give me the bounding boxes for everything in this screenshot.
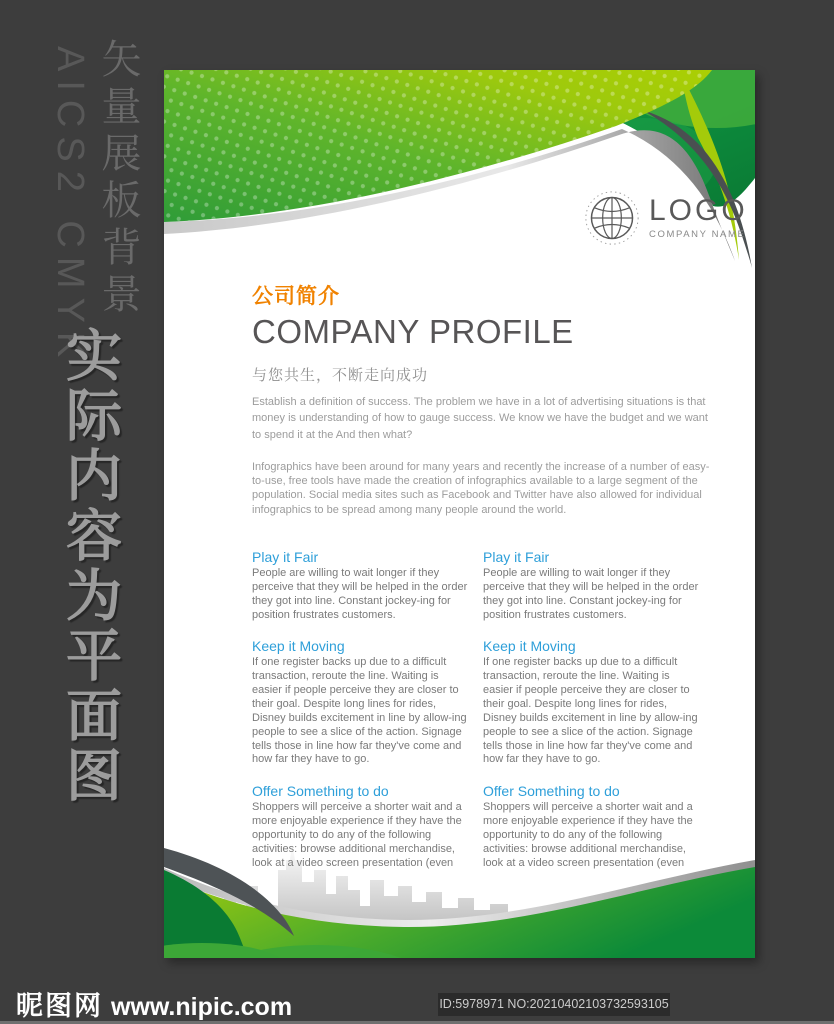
section-heading: Keep it Moving	[483, 638, 576, 655]
section-body: Shoppers will perceive a shorter wait and a more enjoyable experience if they have the opportunity to do any of the following activities: browse additional merchandise, look at a video screen presentation (even	[483, 801, 693, 869]
section-heading: Offer Something to do	[483, 783, 620, 800]
flyer-page	[164, 70, 755, 958]
intro-paragraph-1: Establish a definition of success. The problem we have in a lot of advertising situations is that money is understanding of how to gauge success. We know we have the budget and we want to spend it at the And then what?	[252, 396, 708, 441]
intro-paragraph-2: Infographics have been around for many years and recently the increase of a number of easy-to-use, free tools have made the creation of infographics available to a large segment of the population. Social media sites such as Facebook and Twitter have also allowed for individual infographics to be spread among many people around the world.	[252, 460, 710, 516]
watermark-footer	[0, 975, 834, 1024]
section-offer-something	[483, 783, 701, 870]
vertical-note-category: 矢量展板背景	[96, 38, 140, 320]
logo-subtitle: COMPANY NAME	[649, 229, 746, 240]
section-body: People are willing to wait longer if they perceive that they will be helped in the order they got into line. Constant jockey-ing for position frustrates customers.	[252, 566, 468, 621]
column-right	[483, 549, 701, 887]
image-id-badge: ID:5978971 NO:20210402103732593105	[438, 993, 670, 1016]
site-watermark	[16, 984, 292, 1023]
flyer-content	[252, 280, 730, 887]
company-logo	[584, 188, 754, 248]
tagline-chinese: 与您共生，不断走向成功	[252, 367, 429, 384]
column-left	[252, 549, 470, 887]
heading-chinese: 公司简介	[252, 285, 340, 308]
section-keep-it-moving	[252, 638, 470, 767]
vertical-note-disclaimer: 实际内容为平面图	[59, 326, 122, 806]
section-offer-something	[252, 783, 470, 870]
section-keep-it-moving	[483, 638, 701, 767]
site-url: www.nipic.com	[111, 993, 293, 1021]
section-body: If one register backs up due to a difficult transaction, reroute the line. Waiting is easier if people perceive they are closer to their goal. Despite long lines for rides, Disney builds excitement in line by allow-ing people to see a slice of the action. Signage tells those in line how far they've come and how far they have to go.	[252, 656, 467, 766]
section-play-it-fair	[483, 549, 701, 622]
section-heading: Play it Fair	[483, 548, 550, 565]
logo-title: LOGO	[649, 194, 748, 227]
section-body: Shoppers will perceive a shorter wait and a more enjoyable experience if they have the opportunity to do any of the following activities: browse additional merchandise, look at a video screen presentation (even	[252, 801, 462, 869]
site-name: 昵图网	[16, 991, 103, 1021]
globe-icon	[584, 190, 640, 246]
heading-english: COMPANY PROFILE	[252, 313, 574, 350]
section-body: If one register backs up due to a difficult transaction, reroute the line. Waiting is easier if people perceive they are closer to their goal. Despite long lines for rides, Disney builds excitement in line by allow-ing people to see a slice of the action. Signage tells those in line how far they've come and how far they have to go.	[483, 656, 698, 766]
section-body: People are willing to wait longer if they perceive that they will be helped in the order they got into line. Constant jockey-ing for position frustrates customers.	[483, 566, 699, 621]
section-heading: Play it Fair	[252, 548, 319, 565]
section-heading: Offer Something to do	[252, 783, 389, 800]
vertical-note-format: AICS2 CMYK	[49, 46, 91, 367]
section-heading: Keep it Moving	[252, 638, 345, 655]
two-column-sections	[252, 549, 730, 887]
section-play-it-fair	[252, 549, 470, 622]
